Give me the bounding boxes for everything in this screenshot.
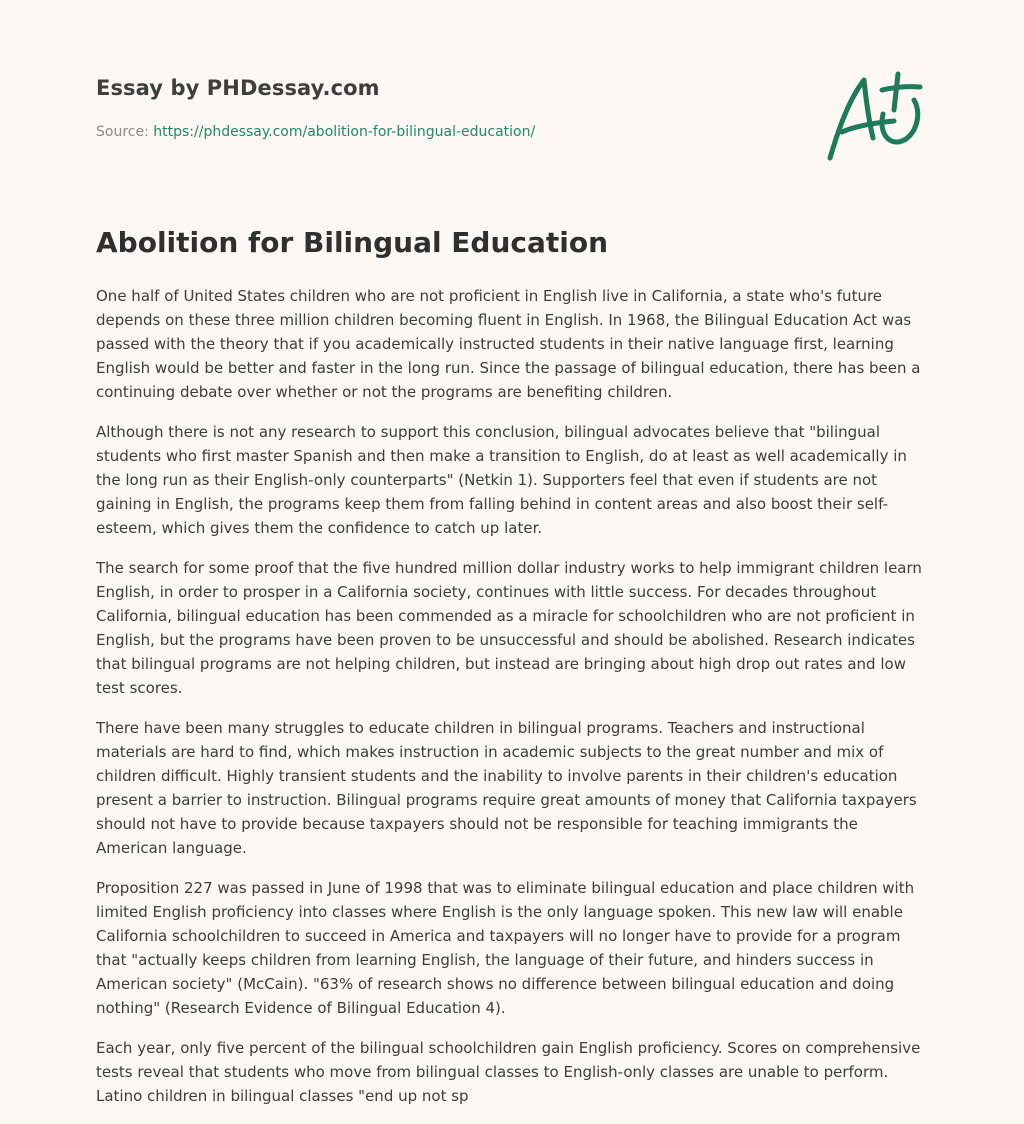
site-brand: Essay by PHDessay.com xyxy=(96,76,380,100)
source-line xyxy=(96,124,535,140)
paragraph: There have been many struggles to educate children in bilingual programs. Teachers and instructional materials are hard to find, which makes instruction in academic subjects to the great number and mix of children difficult. Highly transient students and the inability to involve parents in their children's education present a barrier to instruction. Bilingual programs require great amounts of money that California taxpayers should not have to provide because taxpayers should not be responsible for teaching immigrants the American language. xyxy=(96,719,917,857)
article-title: Abolition for Bilingual Education xyxy=(96,226,609,259)
source-label: Source: xyxy=(96,124,149,140)
paragraph: One half of United States children who are not proficient in English live in California, a state who's future depends on these three million children becoming fluent in English. In 1968, the Bilingual Education Act was passed with the theory that if you academically instructed students in their native language first, learning English would be better and faster in the long run. Since the passage of bilingual education, there has been a continuing debate over whether or not the programs are benefiting children. xyxy=(96,287,921,401)
a-plus-logo-icon xyxy=(820,66,930,166)
paragraph: Although there is not any research to support this conclusion, bilingual advocates believe that "bilingual students who first master Spanish and then make a transition to English, do at least as well academically in the long run as their English-only counterparts" (Netkin 1). Supporters feel that even if students are not gaining in English, the programs keep them from falling behind in content areas and also boost their self-esteem, which gives them the confidence to catch up later. xyxy=(96,423,907,537)
source-link[interactable]: https://phdessay.com/abolition-for-bilingual-education/ xyxy=(153,124,536,140)
paragraph: The search for some proof that the five hundred million dollar industry works to help immigrant children learn English, in order to prosper in a California society, continues with little success. For decades throughout California, bilingual education has been commended as a miracle for schoolchildren who are not proficient in English, but the programs have been proven to be unsuccessful and should be abolished. Research indicates that bilingual programs are not helping children, but instead are bringing about high drop out rates and low test scores. xyxy=(96,559,922,697)
article-body xyxy=(96,284,930,1124)
page-header xyxy=(96,76,736,140)
paragraph: Proposition 227 was passed in June of 1998 that was to eliminate bilingual education and place children with limited English proficiency into classes where English is the only language spoken. This new law will enable California schoolchildren to succeed in America and taxpayers will no longer have to provide for a program that "actually keeps children from learning English, the language of their future, and hinders success in American society" (McCain). "63% of research shows no difference between bilingual education and doing nothing" (Research Evidence of Bilingual Education 4). xyxy=(96,879,915,1017)
paragraph: Each year, only five percent of the bilingual schoolchildren gain English proficiency. Scores on comprehensive tests reveal that students who move from bilingual classes to English-only classes are unable to perform. Latino children in bilingual classes "end up not sp xyxy=(96,1039,921,1105)
